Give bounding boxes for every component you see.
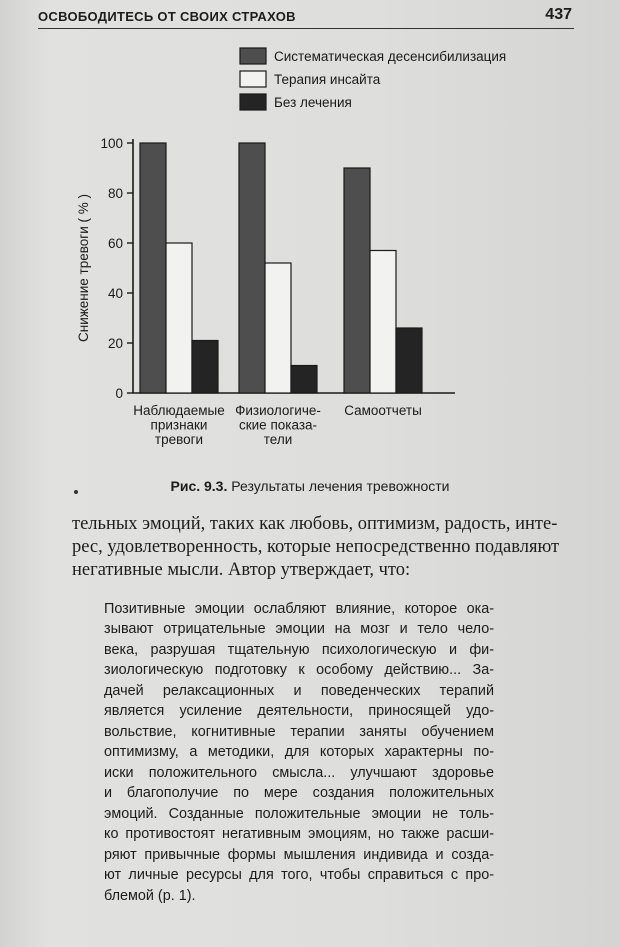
- y-tick-label: 100: [100, 136, 123, 151]
- quote-line: эмоций. Созданные положительные эмоции не толь-: [104, 806, 494, 822]
- quote-line: ряют привычные формы мышления индивида и созда-: [104, 847, 494, 863]
- y-tick-label: 60: [107, 236, 123, 251]
- figure-caption-text: Результаты лечения тревожности: [227, 478, 450, 494]
- y-axis-label: Снижение тревоги ( % ): [76, 194, 91, 342]
- y-tick-label: 40: [107, 286, 123, 301]
- body-line: тельных эмоций, таких как любовь, оптимизм, радость, инте-: [72, 514, 558, 534]
- quote-line: вольствие, когнитивные терапии заняты обучением: [104, 724, 494, 740]
- body-line: негативные мысли. Автор утверждает, что:: [72, 560, 411, 580]
- quote-line: Позитивные эмоции ослабляют влияние, которое ока-: [104, 601, 494, 617]
- quote-line: иски положительного смысла... улучшают здоровье: [104, 765, 494, 781]
- quote-line: зывают отрицательные эмоции на мозг и тело чело-: [104, 621, 494, 637]
- figure-caption: [0, 478, 620, 494]
- quote-line: ко противостоят негативным эмоциям, но также расши-: [104, 826, 494, 842]
- category-label: тревоги: [154, 432, 204, 447]
- quote-line: оптимизму, а методики, для которых характерны по-: [104, 744, 494, 760]
- y-tick-label: 0: [115, 386, 123, 401]
- bar-insight-therapy: [166, 243, 192, 393]
- legend-label: Систематическая десенсибилизация: [274, 49, 507, 64]
- legend-swatch: [240, 71, 266, 87]
- bar-no-treatment: [192, 341, 218, 394]
- running-title: ОСВОБОДИТЕСЬ ОТ СВОИХ СТРАХОВ: [38, 9, 296, 24]
- y-tick-label: 80: [107, 186, 123, 201]
- bar-insight-therapy: [265, 263, 291, 393]
- figure-caption-label: Рис. 9.3.: [170, 478, 228, 494]
- legend-swatch: [240, 48, 266, 64]
- page-number: 437: [545, 6, 572, 23]
- legend-label: Терапия инсайта: [274, 72, 381, 87]
- bar-no-treatment: [291, 366, 317, 394]
- category-label: Физиологиче-: [235, 403, 321, 418]
- anxiety-chart: [0, 0, 620, 470]
- category-label: Наблюдаемые: [133, 403, 225, 418]
- bar-no-treatment: [396, 328, 422, 393]
- category-label: признаки: [150, 417, 208, 433]
- quote-line: века, разрушая тщательную психологическую и фи-: [104, 642, 494, 658]
- bar-systematic-desensitization: [140, 143, 166, 393]
- bar-insight-therapy: [370, 251, 396, 394]
- quote-line: блемой (p. 1).: [104, 888, 196, 904]
- category-label: ские показа-: [238, 417, 318, 433]
- legend-swatch: [240, 94, 266, 110]
- bar-systematic-desensitization: [239, 143, 265, 393]
- bullet-mark: [74, 490, 78, 494]
- legend-label: Без лечения: [274, 95, 352, 110]
- body-line: рес, удовлетворенность, которые непосредственно подавляют: [72, 537, 560, 557]
- bar-systematic-desensitization: [344, 168, 370, 393]
- quote-line: зиологическую подготовку к особому действию... За-: [104, 662, 494, 678]
- category-label: Самоотчеты: [344, 403, 422, 418]
- category-label: тели: [263, 432, 293, 447]
- quote-line: является усиление деятельности, приносящей удо-: [104, 703, 494, 719]
- y-tick-label: 20: [107, 336, 123, 351]
- quote-line: и благополучие по мере создания положительных: [104, 785, 494, 801]
- quote-line: ют личные ресурсы для того, чтобы справиться с про-: [104, 867, 494, 883]
- quote-line: дачей релаксационных и поведенческих терапий: [104, 683, 494, 699]
